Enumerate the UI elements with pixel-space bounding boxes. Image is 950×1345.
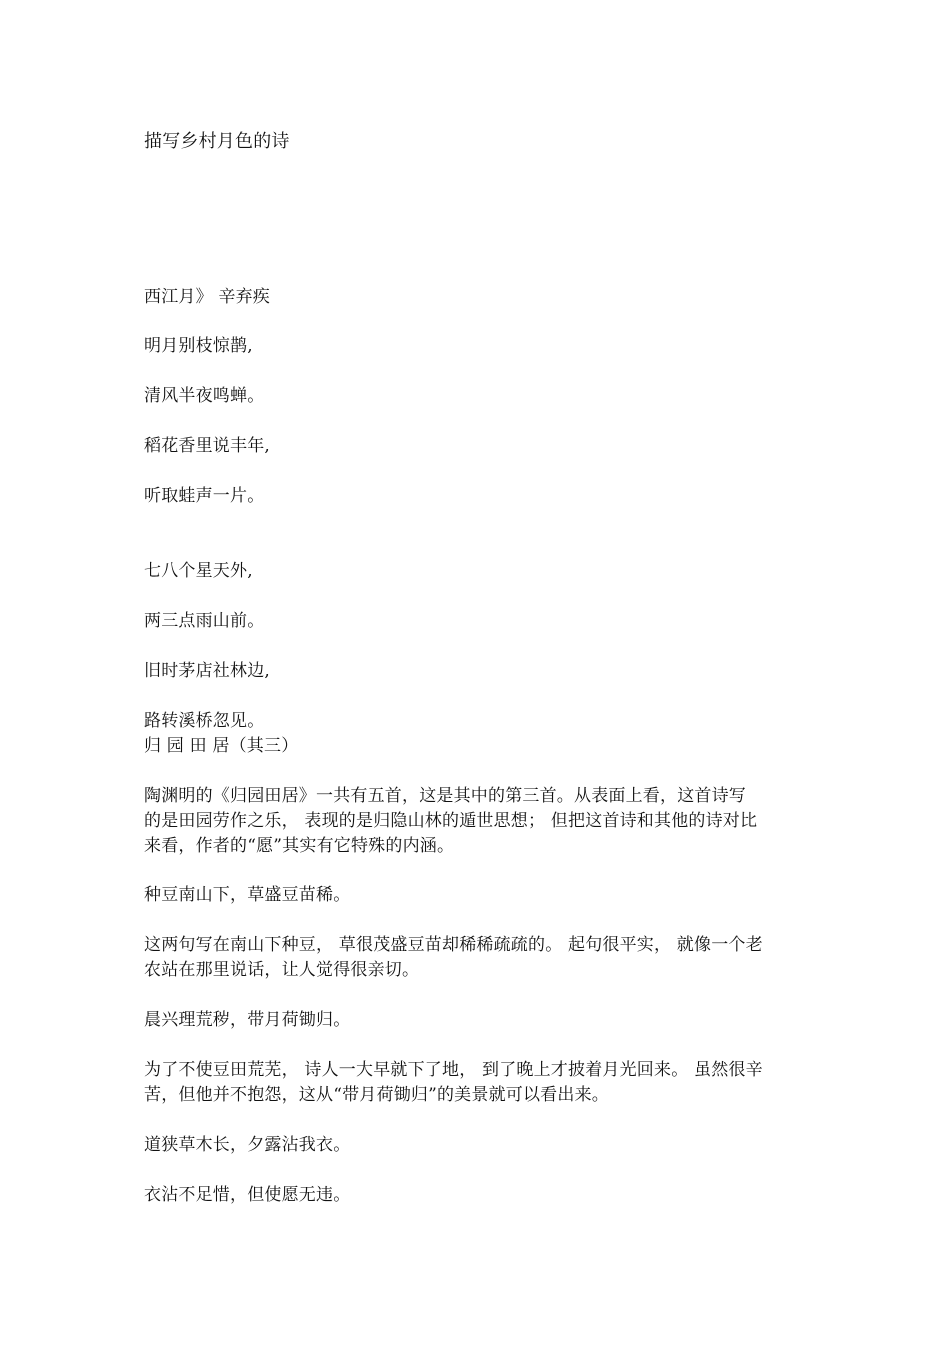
paragraph-line: 农站在那里说话，让人觉得很亲切。 (144, 960, 420, 980)
poem1-heading: 西江月》 辛弃疾 (144, 287, 271, 307)
paragraph-line: 苦，但他并不抱怨，这从“带月荷锄归”的美景就可以看出来。 (144, 1085, 609, 1105)
poem2-intro-paragraph (144, 784, 804, 859)
poem1-line: 七八个星天外, (144, 561, 253, 581)
poem2-note-paragraph (144, 1058, 804, 1108)
poem2-verse: 种豆南山下，草盛豆苗稀。 (144, 885, 351, 905)
paragraph-line: 这两句写在南山下种豆， 草很茂盛豆苗却稀稀疏疏的。 起句很平实， 就像一个老 (144, 935, 763, 955)
poem2-verse: 道狭草木长，夕露沾我衣。 (144, 1135, 351, 1155)
poem2-heading: 归 园 田 居（其三） (144, 736, 299, 756)
poem1-line: 明月别枝惊鹊, (144, 336, 253, 356)
document-title: 描写乡村月色的诗 (144, 131, 290, 152)
poem2-note-paragraph (144, 933, 804, 983)
paragraph-line: 的是田园劳作之乐， 表现的是归隐山林的遁世思想； 但把这首诗和其他的诗对比 (144, 811, 758, 831)
poem1-line: 清风半夜鸣蝉。 (144, 386, 265, 406)
poem2-verse: 晨兴理荒秽，带月荷锄归。 (144, 1010, 351, 1030)
poem2-verse: 衣沾不足惜，但使愿无违。 (144, 1185, 351, 1205)
paragraph-line: 陶渊明的《归园田居》一共有五首，这是其中的第三首。从表面上看，这首诗写 (144, 786, 746, 806)
paragraph-line: 来看，作者的“愿”其实有它特殊的内涵。 (144, 836, 455, 856)
poem1-line: 听取蛙声一片。 (144, 486, 265, 506)
paragraph-line: 为了不使豆田荒芜， 诗人一大早就下了地， 到了晚上才披着月光回来。 虽然很辛 (144, 1060, 763, 1080)
poem1-line: 旧时茅店社林边, (144, 661, 271, 681)
poem1-line: 路转溪桥忽见。 (144, 711, 265, 731)
poem1-line: 稻花香里说丰年, (144, 436, 271, 456)
poem1-line: 两三点雨山前。 (144, 611, 265, 631)
